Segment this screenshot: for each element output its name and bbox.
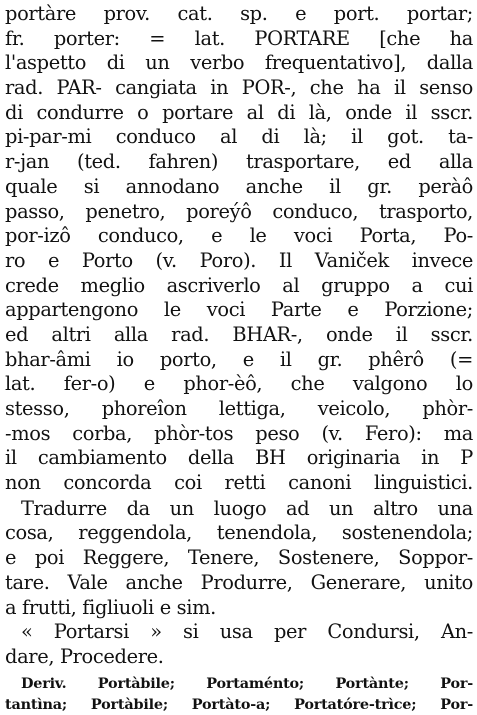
text-line: fr. porter: = lat. PORTARE [che ha [5,26,473,50]
text-line: quale si annodano anche il gr. peràô [5,174,473,198]
text-line: ed altri alla rad. BHAR-, onde il sscr. [5,322,473,346]
text-line: il cambiamento della BH originaria in P [5,446,473,470]
text-line: e poi Reggere, Tenere, Sostenere, Soppor- [5,546,473,570]
text-line: cosa, reggendola, tenendola, sostenendola; [5,521,473,545]
reflexive-paragraph [5,620,473,669]
text-line: por-izô conduco, e le voci Porta, Po- [5,224,473,248]
text-line: stesso, phoreîon lettiga, veicolo, phòr- [5,397,473,420]
text-line: non concorda coi retti canoni linguistici. [5,471,473,495]
text-line: rad. PAR- cangiata in POR-, che ha il senso [5,76,473,100]
text-line: bhar-âmi io porto, e il gr. phêrô (= [5,347,473,371]
text-line: tantìna; Portàbile; Portàto-a; Portatóre-trìce; Por- [5,695,473,713]
etymology-paragraph [5,2,473,496]
derivatives-paragraph [5,673,473,715]
text-line: portàre prov. cat. sp. e port. portar; [5,2,473,25]
text-line: « Portarsi » si usa per Condursi, An- [21,620,473,644]
text-line: tare. Vale anche Produrre, Generare, unito [5,570,473,594]
text-line: Deriv. Portàbile; Portaménto; Portànte; Por- [21,674,473,692]
meaning-paragraph [5,497,473,620]
text-line: dare, Procedere. [5,644,164,668]
text-line: -mos corba, phòr-tos peso (v. Fero): ma [5,421,473,445]
text-line: r-jan (ted. fahren) trasportare, ed alla [5,150,473,174]
text-line: Tradurre da un luogo ad un altro una [21,496,473,520]
text-line: di condurre o portare al di là, onde il sscr. [5,100,473,124]
text-line: appartengono le voci Parte e Porzione; [5,298,473,322]
text-line: passo, penetro, poreýô conduco, trasporto, [5,199,473,223]
text-line: l'aspetto di un verbo frequentativo], dalla [5,51,473,75]
text-line: a frutti, figliuoli e sim. [5,595,216,619]
text-line: ro e Porto (v. Poro). Il Vaniček invece [5,248,473,272]
text-line: lat. fer-o) e phor-èô, che valgono lo [5,372,473,396]
text-line: crede meglio ascriverlo al gruppo a cui [5,273,473,297]
text-line: pi-par-mi conduco al di là; il got. ta- [5,125,473,149]
